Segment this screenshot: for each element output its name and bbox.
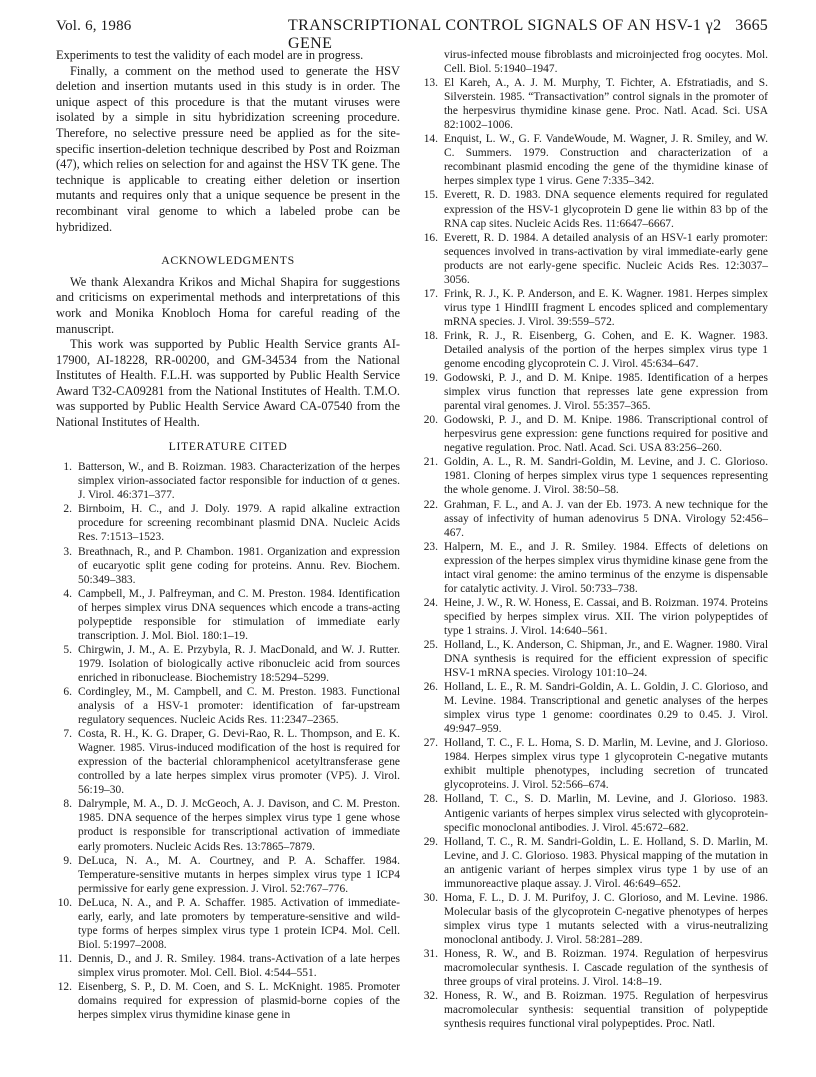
reference-text: Honess, R. W., and B. Roizman. 1975. Regulation of herpesvirus macromolecular synthesis: sequential transition of polypeptide synthesis requires functional viral polypeptides. Proc. Natl. [444, 990, 768, 1031]
reference-item [422, 455, 768, 497]
reference-item [422, 188, 768, 230]
acknowledgments-paragraph: We thank Alexandra Krikos and Michal Shapira for suggestions and criticisms on experimental methods and interpretations of this work and Monika Knobloch Homa for careful reading of the manuscript. [56, 274, 400, 336]
reference-number: 23. [423, 540, 438, 553]
reference-item [56, 545, 400, 587]
reference-number: 12. [57, 980, 72, 993]
reference-number: 2. [63, 503, 72, 516]
running-title: TRANSCRIPTIONAL CONTROL SIGNALS OF AN HSV-1 γ2 GENE [288, 17, 722, 52]
reference-text: Everett, R. D. 1983. DNA sequence elements required for regulated expression of the HSV-1 glycoprotein D gene lie within 83 bp of the RNA cap sites. Nucleic Acids Res. 11:6647–6667. [444, 189, 768, 230]
reference-text: Grahman, F. L., and A. J. van der Eb. 1973. A new technique for the assay of infectivity of human adenovirus 5 DNA. Virology 52:456–467. [444, 498, 768, 539]
reference-item [56, 460, 400, 502]
acknowledgments-heading: ACKNOWLEDGMENTS [161, 253, 295, 268]
reference-item [422, 891, 768, 947]
reference-item [422, 76, 768, 132]
reference-number: 10. [57, 896, 72, 909]
reference-text: Dennis, D., and J. R. Smiley. 1984. trans-Activation of a late herpes simplex virus promoter. Mol. Cell. Biol. 4:544–551. [78, 952, 400, 979]
reference-text: Halpern, M. E., and J. R. Smiley. 1984. Effects of deletions on expression of the herpes simplex virus thymidine kinase gene from the intact viral genome: the amino terminus of the enzyme is dispensable for catalytic activity. J. Virol. 50:733–738. [444, 540, 768, 595]
reference-item [422, 498, 768, 540]
reference-text: Frink, R. J., K. P. Anderson, and E. K. Wagner. 1981. Herpes simplex virus type 1 HindIII fragment L encodes spliced and complementary mRNA species. J. Virol. 39:559–572. [444, 287, 768, 328]
page-number: 3665 [735, 17, 768, 34]
reference-number: 6. [63, 686, 72, 698]
reference-text: Eisenberg, S. P., D. M. Coen, and S. L. McKnight. 1985. Promoter domains required for expression of plasmid-borne copies of the herpes simplex virus thymidine kinase gene in [78, 980, 400, 1022]
reference-text: Heine, J. W., R. W. Honess, E. Cassai, and B. Roizman. 1974. Proteins specified by herpes simplex virus. XII. The virion polypeptides of type 1 strains. J. Virol. 14:640–561. [444, 596, 768, 637]
reference-list-left [56, 460, 400, 1022]
reference-text: Costa, R. H., K. G. Draper, G. Devi-Rao, R. L. Thompson, and E. K. Wagner. 1985. Virus-induced modification of the host is required for expression of the bacterial chloramphenicol acetyltransferase gene controlled by a late herpes simplex virus promoter (VP5). J. Virol. 56:19–30. [78, 728, 400, 797]
reference-number: 17. [423, 287, 438, 300]
reference-text: Birnboim, H. C., and J. Doly. 1979. A rapid alkaline extraction procedure for screening recombinant plasmid DNA. Nucleic Acids Res. 7:1513–1523. [78, 503, 400, 544]
reference-number: 24. [423, 596, 438, 609]
reference-item [422, 792, 768, 834]
reference-number: 13. [423, 77, 438, 90]
reference-number: 27. [423, 737, 438, 750]
reference-item [56, 952, 400, 980]
reference-item [422, 736, 768, 792]
reference-text: Holland, T. C., R. M. Sandri-Goldin, L. E. Holland, S. D. Marlin, M. Levine, and J. C. Glorioso. 1983. Physical mapping of the mutation in an antigenic variant of herpes simplex virus type 1 by use of an immunoreactive plaque assay. J. Virol. 46:649–652. [444, 835, 768, 890]
reference-number: 21. [423, 456, 438, 469]
reference-number: 22. [423, 498, 438, 511]
reference-item [422, 371, 768, 413]
reference-text: Godowski, P. J., and D. M. Knipe. 1986. Transcriptional control of herpesvirus gene expression: gene functions required for positive and negative regulation. Proc. Natl. Acad. Sci. USA 83:256–260. [444, 414, 768, 455]
reference-number: 14. [423, 133, 438, 146]
reference-number: 8. [63, 798, 72, 811]
reference-item [56, 854, 400, 896]
reference-text: Enquist, L. W., G. F. VandeWoude, M. Wagner, J. R. Smiley, and W. C. Summers. 1979. Construction and characterization of a recombinant plasmid encoding the gene of the thymidine kinase of herpes simplex type 1 virus. Gene 7:335–342. [444, 133, 768, 188]
reference-item [56, 502, 400, 544]
reference-text: Honess, R. W., and B. Roizman. 1974. Regulation of herpesvirus macromolecular synthesis. I. Cascade regulation of the synthesis of three groups of viral proteins. J. Virol. 14:8–19. [444, 948, 768, 989]
reference-item [422, 596, 768, 638]
reference-text: Chirgwin, J. M., A. E. Przybyla, R. J. MacDonald, and W. J. Rutter. 1979. Isolation of biologically active ribonucleic acid from sources enriched in ribonuclease. Biochemistry 18:5294–5299. [78, 643, 400, 684]
reference-item [422, 231, 768, 287]
reference-text: Holland, L. E., R. M. Sandri-Goldin, A. L. Goldin, J. C. Glorioso, and M. Levine. 1984. Transcriptional and genetic analyses of the herpes simplex virus type 1 genome: coordinates 0.29 to 0.45. J. Virol. 49:947–959. [444, 681, 768, 736]
reference-item [422, 947, 768, 989]
reference-item [422, 835, 768, 891]
reference-item [56, 727, 400, 797]
reference-item [422, 329, 768, 371]
reference-text: Breathnach, R., and P. Chambon. 1981. Organization and expression of eucaryotic split gene coding for proteins. Annu. Rev. Biochem. 50:349–383. [78, 545, 400, 586]
reference-number: 26. [423, 681, 438, 694]
page-header [56, 14, 768, 52]
reference-continuation: virus-infected mouse fibroblasts and microinjected frog oocytes. Mol. Cell. Biol. 5:1940–1947. [444, 49, 768, 76]
reference-number: 18. [423, 329, 438, 342]
reference-number: 4. [63, 587, 72, 600]
reference-number: 9. [63, 854, 72, 867]
reference-text: Frink, R. J., R. Eisenberg, G. Cohen, and E. K. Wagner. 1983. Detailed analysis of the portion of the herpes simplex virus type 1 genome encoding glycoprotein C. J. Virol. 45:634–647. [444, 329, 768, 371]
body-paragraph: Finally, a comment on the method used to generate the HSV deletion and insertion mutants used in this study is in order. The unique aspect of this procedure is that the mutant viruses were isolated by a simple in situ hybridization screening procedure. Therefore, no selective pressure need be applied as for the site-specific insertion-deletion technique described by Post and Roizman (47), which relies on selection for and against the HSV TK gene. The technique is applicable to creating either deletion or insertion mutants and requires only that a unique sequence be present in the recombinant viral genome to which a labeled probe can be hybridized. [56, 63, 400, 234]
reference-number: 3. [63, 545, 72, 558]
reference-text: Holland, T. C., S. D. Marlin, M. Levine, and J. Glorioso. 1983. Antigenic variants of herpes simplex virus selected with glycoprotein-specific monoclonal antibodies. J. Virol. 45:672–682. [444, 793, 768, 834]
reference-number: 16. [423, 231, 438, 244]
reference-item [422, 287, 768, 329]
reference-number: 11. [58, 952, 72, 965]
reference-number: 25. [423, 638, 438, 651]
reference-list-right [422, 76, 768, 1031]
reference-text: El Kareh, A., A. J. M. Murphy, T. Fichter, A. Efstratiadis, and S. Silverstein. 1985. “Transactivation” control signals in the promoter of the herpesvirus thymidine kinase gene. Proc. Natl. Acad. Sci. USA 82:1002–1006. [444, 77, 768, 132]
reference-item [56, 797, 400, 853]
reference-text: Dalrymple, M. A., D. J. McGeoch, A. J. Davison, and C. M. Preston. 1985. DNA sequence of the herpes simplex virus type 1 gene whose product is responsible for transcriptional activation of immediate early promoters. Nucleic Acids Res. 13:7865–7879. [78, 798, 400, 853]
reference-text: Homa, F. L., D. J. M. Purifoy, J. C. Glorioso, and M. Levine. 1986. Molecular basis of the glycoprotein C-negative phenotypes of herpes simplex virus type 1 mutants selected with a virus-neutralizing monoclonal antibody. J. Virol. 58:281–289. [444, 891, 768, 946]
body-paragraph: Experiments to test the validity of each model are in progress. [56, 48, 364, 62]
reference-item [422, 132, 768, 188]
reference-number: 5. [63, 643, 72, 656]
reference-number: 19. [423, 372, 438, 385]
reference-item [422, 413, 768, 455]
right-column [422, 48, 768, 1031]
reference-text: Cordingley, M., M. Campbell, and C. M. Preston. 1983. Functional analysis of a HSV-1 promoter: identification of far-upstream regulatory sequences. Nucleic Acids Res. 11:2347–2365. [78, 686, 400, 727]
reference-text: Campbell, M., J. Palfreyman, and C. M. Preston. 1984. Identification of herpes simplex virus DNA sequences which encode a trans-acting polypeptide responsible for stimulation of immediate early transcription. J. Mol. Biol. 180:1–19. [78, 587, 400, 642]
reference-item [56, 587, 400, 643]
reference-item [56, 896, 400, 952]
left-column [56, 48, 400, 1022]
reference-text: Batterson, W., and B. Roizman. 1983. Characterization of the herpes simplex virion-associated factor responsible for induction of α genes. J. Virol. 46:371–377. [78, 461, 400, 502]
reference-item [56, 685, 400, 727]
reference-item [56, 643, 400, 685]
reference-item [422, 540, 768, 596]
reference-text: DeLuca, N. A., M. A. Courtney, and P. A. Schaffer. 1984. Temperature-sensitive mutants in herpes simplex virus type 1 ICP4 permissive for early gene expression. J. Virol. 52:767–776. [78, 854, 400, 895]
reference-number: 29. [423, 835, 438, 848]
volume-label: Vol. 6, 1986 [56, 18, 132, 34]
reference-number: 7. [63, 728, 72, 741]
reference-text: Holland, T. C., F. L. Homa, S. D. Marlin, M. Levine, and J. Glorioso. 1984. Herpes simplex virus type 1 glycoprotein C-negative mutants exhibit multiple phenotypes, including secretion of truncated glycoproteins. J. Virol. 52:566–674. [444, 737, 768, 792]
reference-number: 31. [423, 948, 438, 960]
reference-number: 30. [423, 891, 438, 904]
reference-text: Goldin, A. L., R. M. Sandri-Goldin, M. Levine, and J. C. Glorioso. 1981. Cloning of herpes simplex virus type 1 sequences representing the whole genome. J. Virol. 38:50–58. [444, 456, 768, 497]
reference-number: 20. [423, 414, 438, 427]
reference-text: Holland, L., K. Anderson, C. Shipman, Jr., and E. Wagner. 1980. Viral DNA synthesis is required for the efficient expression of specific HSV-1 mRNA species. Virology 101:10–24. [444, 638, 768, 680]
reference-item [422, 680, 768, 736]
reference-item [56, 980, 400, 1022]
reference-number: 28. [423, 793, 438, 806]
reference-number: 32. [423, 990, 438, 1003]
reference-text: Everett, R. D. 1984. A detailed analysis of an HSV-1 early promoter: sequences involved in trans-activation by viral immediate-early gene products are not early-gene specific. Nucleic Acids Res. 12:3037–3056. [444, 231, 768, 286]
reference-text: Godowski, P. J., and D. M. Knipe. 1985. Identification of a herpes simplex virus function that represses late gene expression from parental viral genomes. J. Virol. 55:357–365. [444, 372, 768, 413]
funding-paragraph: This work was supported by Public Health Service grants AI-17900, AI-18228, RR-00200, and GM-34534 from the National Institutes of Health. F.L.H. was supported by Public Health Service Award T32-CA09281 from the National Institutes of Health. T.M.O. was supported by Public Health Service Award CA-07540 from the National Institutes of Health. [56, 337, 400, 430]
reference-item [422, 638, 768, 680]
literature-cited-heading: LITERATURE CITED [168, 438, 288, 453]
reference-number: 15. [423, 189, 438, 202]
reference-text: DeLuca, N. A., and P. A. Schaffer. 1985. Activation of immediate-early, early, and late promoters by temperature-sensitive and wild-type forms of herpes simplex virus type 1 protein ICP4. Mol. Cell. Biol. 5:1997–2008. [78, 896, 400, 951]
reference-item [422, 989, 768, 1031]
reference-number: 1. [63, 461, 72, 474]
